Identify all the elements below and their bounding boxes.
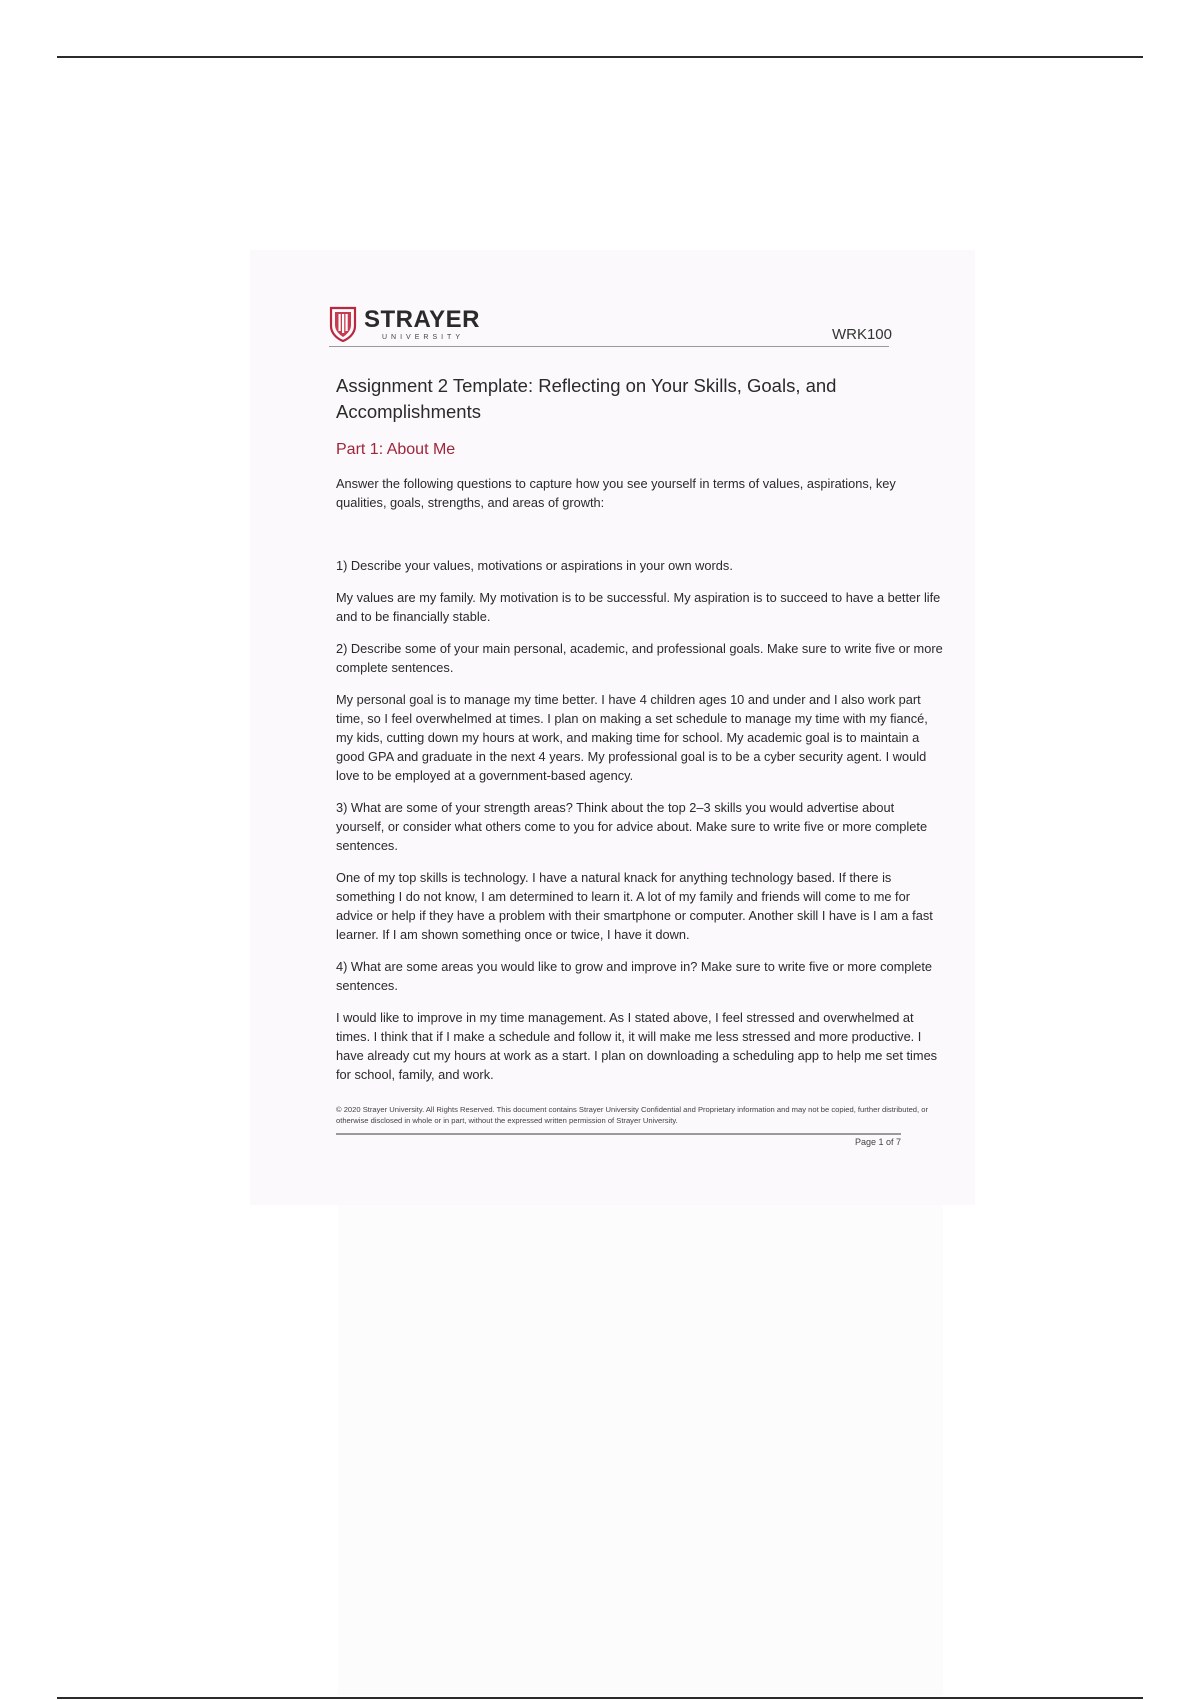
answer-3: One of my top skills is technology. I have a natural knack for anything technology based. If there is something I do not know, I am determined to learn it. A lot of my family and friends will come to me for advice or help if they have a problem with their smartphone or computer. Another skill I have is I am a fast learner. If I am shown something once or twice, I have it down. xyxy=(336,870,933,942)
footer-divider xyxy=(336,1133,901,1135)
part-heading: Part 1: About Me xyxy=(336,441,456,458)
answer-4: I would like to improve in my time management. As I stated above, I feel stressed and overwhelmed at times. I think that if I make a schedule and follow it, it will make me less stressed and more productive. I have already cut my hours at work as a start. I plan on downloading a scheduling app to help me set times for school, family, and work. xyxy=(336,1010,938,1082)
document-page xyxy=(336,300,946,1147)
course-code: WRK100 xyxy=(831,326,892,343)
bottom-divider xyxy=(57,1697,1143,1699)
top-divider xyxy=(57,56,1143,58)
copyright-notice: © 2020 Strayer University. All Rights Reserved. This document contains Strayer University Confidential and Proprietary information and may not be copied, further distributed, or otherwise disclosed in whole or in part, without the expressed written permission of Strayer University. xyxy=(336,1105,929,1125)
question-1: 1) Describe your values, motivations or aspirations in your own words. xyxy=(336,558,733,573)
logo-wordmark: STRAYER xyxy=(364,305,480,333)
question-4: 4) What are some areas you would like to grow and improve in? Make sure to write five or more complete sentences. xyxy=(336,959,933,993)
document-title: Assignment 2 Template: Reflecting on Your Skills, Goals, and Accomplishments xyxy=(336,375,837,422)
page-number: Page 1 of 7 xyxy=(854,1136,901,1147)
logo-subtitle: UNIVERSITY xyxy=(382,333,465,341)
intro-paragraph: Answer the following questions to capture how you see yourself in terms of values, aspirations, key qualities, goals, strengths, and areas of growth: xyxy=(336,476,896,510)
question-2: 2) Describe some of your main personal, academic, and professional goals. Make sure to write five or more complete sentences. xyxy=(336,641,943,675)
document-header xyxy=(329,300,892,347)
strayer-logo xyxy=(329,306,480,342)
strayer-shield-icon xyxy=(329,306,357,342)
question-3: 3) What are some of your strength areas? Think about the top 2–3 skills you would advertise about yourself, or consider what others come to you for advice about. Make sure to write five or more complete sentences. xyxy=(336,800,928,853)
answer-2: My personal goal is to manage my time better. I have 4 children ages 10 and under and I also work part time, so I feel overwhelmed at times. I plan on making a set schedule to manage my time with my fiancé, my kids, cutting down my hours at work, and making time for school. My academic goal is to maintain a good GPA and graduate in the next 4 years. My professional goal is to be a cyber security agent. I would love to be employed at a government-based agency. xyxy=(336,692,928,783)
scanned-page-background-lower xyxy=(338,1205,943,1695)
answer-1: My values are my family. My motivation is to be successful. My aspiration is to succeed to have a better life and to be financially stable. xyxy=(336,590,941,624)
